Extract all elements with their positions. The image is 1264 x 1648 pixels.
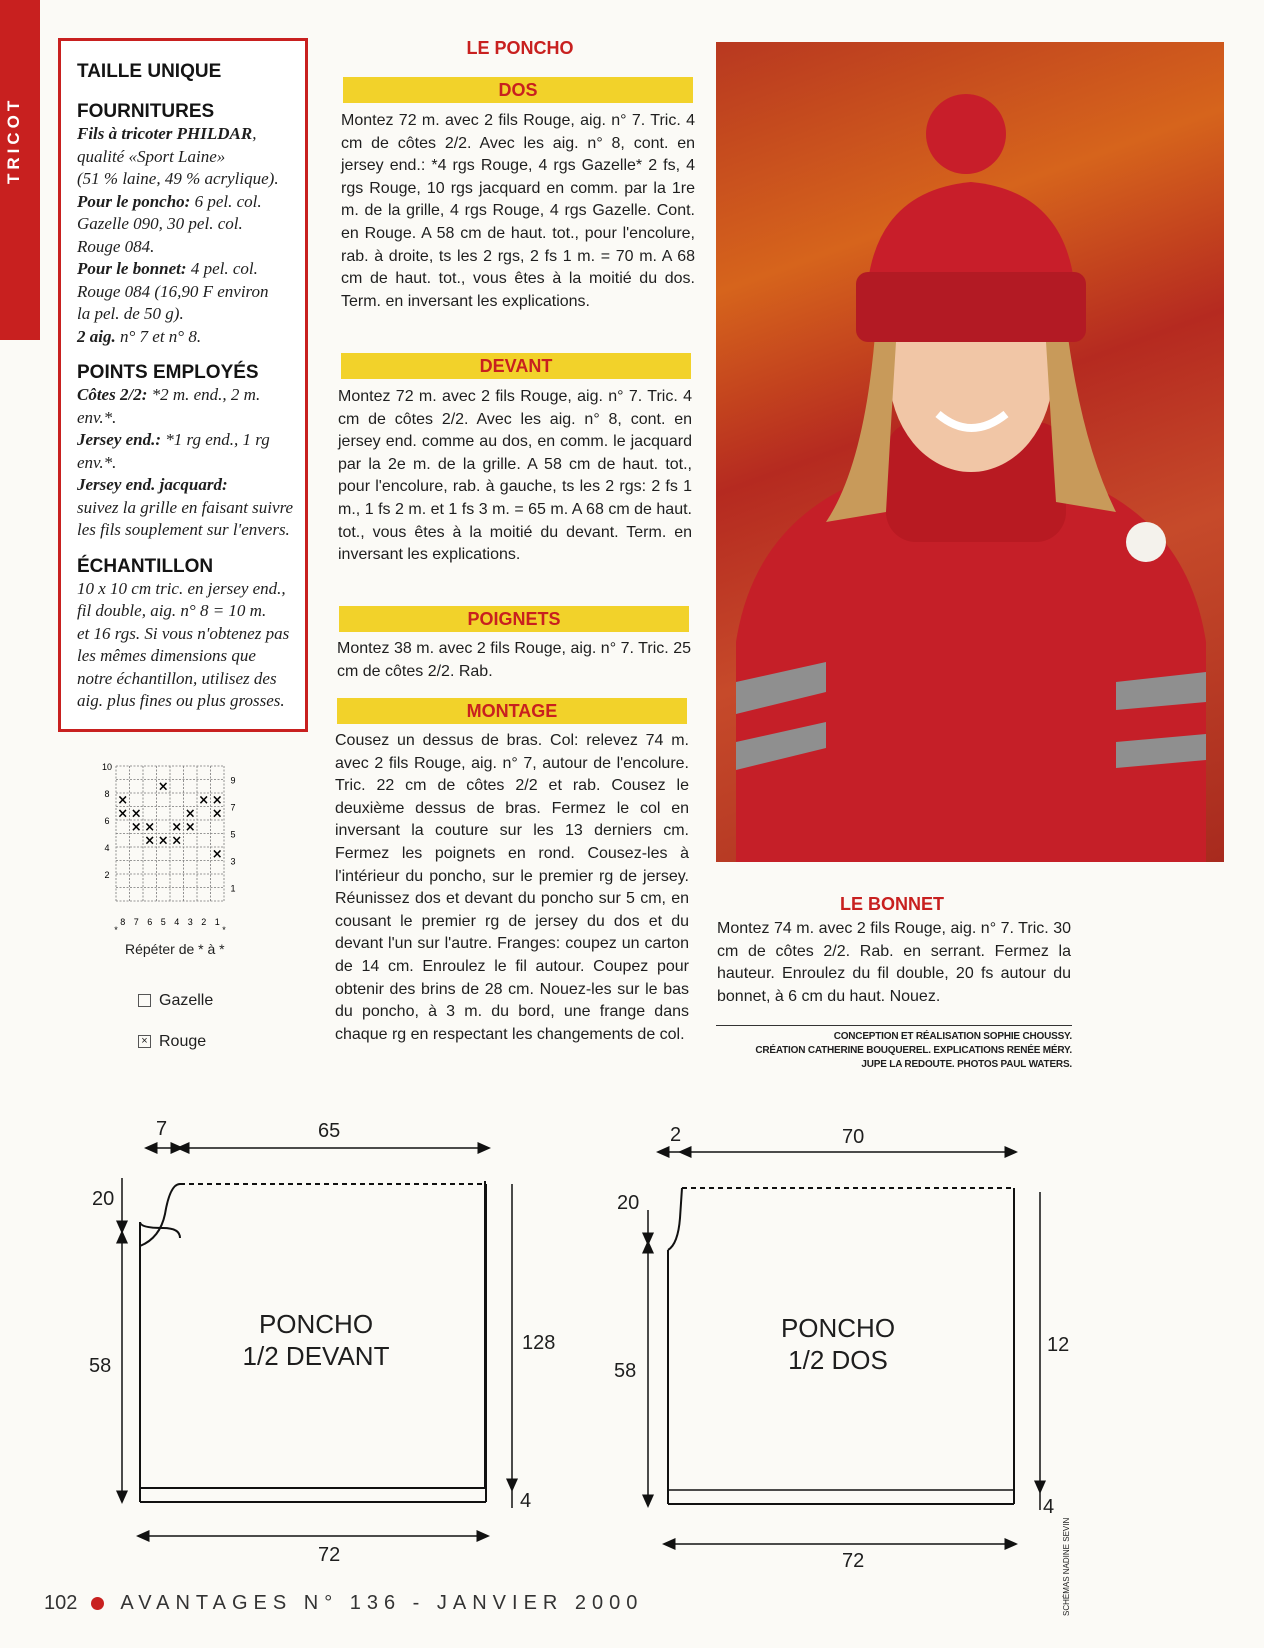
legend-rouge [138,1033,206,1051]
red-dot-icon [91,1597,104,1610]
sidebar-line-text: 6 pel. col. [190,191,262,211]
sidebar-line [77,303,295,326]
schema-credit: SCHÉMAS NADINE SEVIN [1062,1517,1071,1616]
row-label-left: 2 [104,870,110,880]
devant-rib-height: 4 [520,1490,532,1512]
grid-cell-rouge: × [117,792,129,808]
col-label: 2 [201,917,207,927]
section-bar-devant: DEVANT [341,353,691,379]
devant-bottom-width: 72 [318,1544,341,1566]
poncho-title: LE PONCHO [466,38,574,58]
dos-neck-depth: 20 [617,1192,640,1214]
grid-cell-rouge: × [171,819,183,835]
sidebar-line [77,384,295,429]
credits [716,1030,1072,1072]
legend-gazelle-swatch [138,994,151,1007]
dos-bottom-width: 72 [842,1550,865,1572]
sidebar-line [77,474,295,497]
sidebar-line-text: *2 m. end., 2 m. env.*. [77,385,261,427]
section-text-devant: Montez 72 m. avec 2 fils Rouge, aig. n° 7. Tric. 4 cm de côtes 2/2. Avec les aig. n° 8, cont. en jersey end. comme au dos, en comm. le jacquard par la 2e m. de la grille. A 58 cm de haut. tot., pour l'encolure, rab. à gauche, ts les 2 rgs: 2 fs 1 m., 1 fs 2 m. et 1 fs 3 m. = 65 m. A 68 cm de haut. tot., vous êtes à la moitié du devant. Term. en inversant les explications. [338,388,692,564]
sidebar-line: fil double, aig. n° 8 = 10 m. [77,601,267,620]
legend-gazelle [138,992,213,1010]
model-photo [716,42,1224,862]
section-bar-montage: MONTAGE [337,698,687,724]
grid-cell-rouge: × [144,819,156,835]
col-label: 6 [147,917,153,927]
row-label-right: 1 [230,883,236,894]
legend-rouge-label: Rouge [159,1033,207,1050]
credits-divider [716,1025,1072,1026]
sidebar-line: 10 x 10 cm tric. en jersey end., [77,578,286,598]
bonnet-title: LE BONNET [840,894,945,914]
section-bar-poignets: POIGNETS [339,606,689,632]
col-label: 5 [160,917,166,927]
sidebar-line [77,497,295,520]
sidebar-line-bold: 2 aig. [77,326,116,346]
gauge-list [77,578,295,713]
sidebar-line-bold: Pour le bonnet: [77,259,187,278]
devant-top-width: 65 [318,1120,341,1142]
sidebar-line-text: la pel. de 50 g). [77,304,184,323]
row-label-left: 10 [101,762,113,772]
stitches-list [77,384,295,542]
col-label: 7 [133,917,139,927]
grid-cell-rouge: × [117,806,129,822]
bonnet-text: Montez 74 m. avec 2 fils Rouge, aig. n° 7. Tric. 30 cm de côtes 2/2. Rab. en serrant. Fermez la hauteur. Enroulez du fil double, 20 fs autour du bonnet, à 6 cm du haut. Nouez. [717,920,1071,1005]
page-number: 102 [44,1592,78,1614]
grid-cell-rouge: × [171,833,183,849]
grid-cell-rouge: × [144,833,156,849]
row-label-left: 4 [104,843,110,853]
row-label-left: 8 [104,789,110,799]
devant-neck-depth: 20 [92,1188,115,1210]
sidebar-line [77,191,295,214]
sidebar-line-text: suivez la grille en faisant suivre [77,497,294,517]
sidebar-line-text: Rouge 084 (16,90 F environ [77,281,269,301]
row-label-left: 6 [104,816,110,826]
sidebar-line [77,281,295,304]
sidebar-line-text: Rouge 084. [77,236,155,256]
legend-rouge-swatch: × [138,1035,151,1048]
sidebar-line [77,146,295,169]
devant-body-height: 58 [89,1355,112,1377]
grid-cell-rouge: × [184,819,196,835]
sidebar-line [77,168,295,191]
sidebar-line-text: Gazelle 090, 30 pel. col. [77,214,243,233]
materials-box [58,38,308,732]
grid-cell-rouge: × [130,806,142,822]
sidebar-line: notre échantillon, utilisez des [77,668,277,688]
row-label-right: 3 [230,856,236,867]
row-label-right: 5 [230,829,236,840]
devant-label-line2: 1/2 DEVANT [242,1341,390,1371]
model-illustration [716,42,1224,862]
grid-cell-rouge: × [211,806,223,822]
sidebar-line [77,236,295,259]
devant-label-line1: PONCHO [258,1309,374,1339]
devant-total-height: 128 [522,1332,556,1354]
sidebar-line-bold: Pour le poncho: [77,191,191,211]
sidebar-line: aig. plus fines ou plus grosses. [77,691,285,710]
dos-total-height: 12 [1047,1334,1070,1356]
dos-label-line1: PONCHO [780,1313,896,1343]
legend-gazelle-label: Gazelle [159,992,214,1009]
dos-label [738,1312,938,1376]
credit-line-2: CRÉATION CATHERINE BOUQUEREL. EXPLICATIONS RENÉE MÉRY. [755,1045,1072,1056]
grid-cell-rouge: × [157,833,169,849]
sidebar-line: les mêmes dimensions que [77,646,256,665]
col-label: 1 [214,917,220,927]
devant-neck-width: 7 [156,1118,168,1140]
sidebar-line-text: les fils souplement sur l'envers. [77,520,290,539]
credit-line-1: CONCEPTION ET RÉALISATION SOPHIE CHOUSSY. [833,1031,1072,1042]
row-label-right: 7 [230,802,236,813]
section-bar-dos: DOS [343,77,693,103]
sidebar-line-bold: Côtes 2/2: [77,385,148,404]
supplies-heading: FOURNITURES [77,101,215,122]
magazine-issue: AVANTAGES N° 136 - JANVIER 2000 [120,1592,644,1614]
sidebar-line-text: (51 % laine, 49 % acrylique). [77,169,279,188]
sidebar-line-bold: Fils à tricoter PHILDAR [77,124,253,143]
dos-label-line2: 1/2 DOS [788,1345,888,1375]
sidebar-line [77,429,295,474]
grid-cell-rouge: × [211,846,223,862]
section-text-montage: Cousez un dessus de bras. Col: relevez 74 m. avec 2 fils Rouge, aig. n° 7, autour de l'encolure. Tric. 22 cm de côtes 2/2 et rab. Cousez le deuxième dessus de bras. Fermez le col en inversant la couture sur les 13 derniers cm. Fermez les poignets en rond. Cousez-les à l'intérieur du poncho, sur le premier rg de jersey. Réunissez dos et devant du poncho sur 5 cm, en cousant le premier rg de jersey du dos et du devant l'un sur l'autre. Franges: coupez un carton de 14 cm. Enroulez le fil autour. Coupez pour obtenir des brins de 28 cm. Nouez-les sur le bas du poncho, à 3 m. du bord, une frange dans chaque rg en respectant les changements de col. [335,732,689,1043]
dos-body-height: 58 [614,1360,637,1382]
sidebar-line-bold: Jersey end. jacquard: [77,475,228,494]
grid-cell-rouge: × [130,819,142,835]
sidebar-line [77,326,295,349]
repeat-label: Répéter de * à * [125,941,225,957]
sidebar-line [77,519,295,542]
section-text-dos: Montez 72 m. avec 2 fils Rouge, aig. n° 7. Tric. 4 cm de côtes 2/2. Avec les aig. n° 8, cont. en jersey end.: *4 rgs Rouge, 4 rgs Gazelle* 2 fs, 4 rgs Rouge, 10 rgs jacquard en comm. par la 1re m. de la grille, 4 rgs Rouge, 4 rgs Gazelle. Cont. en Rouge. A 58 cm de haut. tot., pour l'encolure, rab. à droite, ts les 2 rgs, 2 fs 1 m. = 70 m. A 68 cm de haut. tot., vous êtes à la moitié du dos. Term. en inversant les explications. [341,112,695,310]
col-label: 8 [120,917,126,927]
sidebar-line-bold: Jersey end.: [77,430,162,449]
grid-cell-rouge: × [211,792,223,808]
sidebar-line-text: n° 7 et n° 8. [115,326,202,346]
repeat-marker: * [222,925,226,935]
sidebar-line-text: *1 rg end., 1 rg env.*. [77,430,270,472]
grid-cell-rouge: × [198,792,210,808]
sidebar-line [77,258,295,281]
size-heading: TAILLE UNIQUE [77,61,222,82]
dos-top-width: 70 [842,1126,865,1148]
sidebar-line-text: 4 pel. col. [186,259,258,278]
credit-line-3: JUPE LA REDOUTE. PHOTOS PAUL WATERS. [861,1059,1072,1070]
sidebar-line-text: , [252,124,257,143]
sidebar-line [77,213,295,236]
sidebar-line: et 16 rgs. Si vous n'obtenez pas [77,623,290,643]
sidebar-line [77,123,295,146]
sidebar-line-text: qualité «Sport Laine» [77,146,226,166]
section-text-poignets: Montez 38 m. avec 2 fils Rouge, aig. n° 7. Tric. 25 cm de côtes 2/2. Rab. [337,640,691,680]
row-label-right: 9 [230,775,236,786]
supplies-list [77,123,295,348]
gauge-heading: ÉCHANTILLON [77,555,214,577]
stitches-heading: POINTS EMPLOYÉS [77,362,259,383]
footer [44,1592,643,1615]
grid-cell-rouge: × [157,779,169,795]
devant-label [216,1308,416,1372]
col-label: 3 [187,917,193,927]
grid-cell-rouge: × [184,806,196,822]
col-label: 4 [174,917,180,927]
side-tab-label: TRICOT [4,96,23,184]
dos-neck-width: 2 [670,1124,682,1146]
repeat-marker: * [114,925,118,935]
jacquard-chart [96,756,256,935]
dos-rib-height: 4 [1043,1496,1055,1518]
